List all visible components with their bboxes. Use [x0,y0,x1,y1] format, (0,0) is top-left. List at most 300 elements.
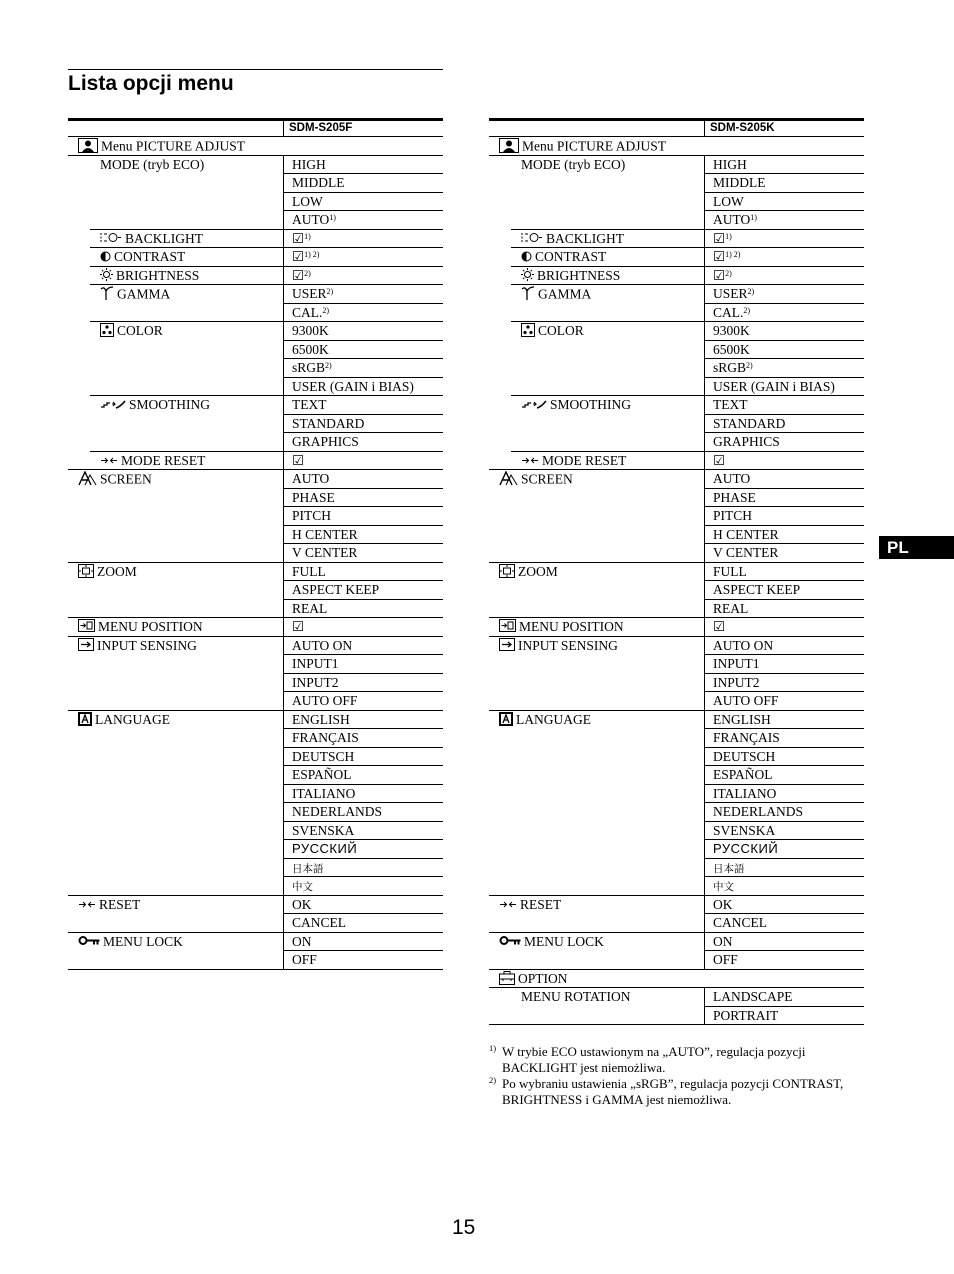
option-value [705,544,864,563]
option-value-text: OK [292,896,312,912]
menu-item-label [499,897,561,914]
option-value-text: 9300K [292,323,329,338]
menu-section-mode-tryb-eco [489,156,864,230]
option-values [283,322,443,396]
reset-icon [78,897,96,913]
option-value-text: USER (GAIN i BIAS) [713,378,835,394]
option-value [705,563,864,582]
option-value [284,526,443,545]
menu-item-label [499,712,591,730]
screen-icon [78,471,97,490]
option-value [284,267,443,286]
option-value [284,581,443,600]
menu-item-label [78,712,170,730]
option-value-text: USER [713,286,748,301]
menu-item-label [78,564,137,582]
option-value [705,692,864,711]
option-value-text: V CENTER [713,545,779,560]
menu-section-mode-reset [489,452,864,471]
footnote [489,1044,864,1076]
option-value-text: ☑ [713,249,726,264]
option-values [283,285,443,322]
menu-section-gamma [68,285,443,322]
option-value [705,655,864,674]
option-value-text: 6500K [713,341,750,357]
menu-section-brightness [489,267,864,286]
option-value [705,637,864,656]
menu-item-text: MENU POSITION [98,619,203,634]
option-value-text: TEXT [713,397,748,412]
option-value [284,933,443,952]
menu-item-label [100,249,185,266]
option-values [704,322,864,396]
option-values [704,396,864,452]
option-values [283,933,443,970]
menu-section-screen [489,470,864,563]
option-value [705,618,864,637]
footnote-number: 2) [489,1075,497,1085]
option-values [704,563,864,619]
option-value-text: HIGH [292,156,326,172]
footnotes [489,1044,864,1108]
option-value [705,211,864,230]
model-name: SDM-S205F [289,122,353,134]
menu-item-label [100,157,204,173]
option-value-text: PHASE [713,489,756,505]
menu-item-text: RESET [520,896,562,912]
menu-section-menu-lock [68,933,443,970]
option-value-text: TEXT [292,397,327,412]
menu-item-text: INPUT SENSING [518,637,618,653]
color-icon [521,323,535,341]
option-value [705,674,864,693]
model-name: SDM-S205K [710,122,775,134]
option-value-text: ENGLISH [292,711,350,727]
table-header [489,118,864,137]
option-value [705,174,864,193]
option-value [284,396,443,415]
option-value [284,711,443,730]
option-value [284,322,443,341]
option-value-text: ASPECT KEEP [292,582,380,597]
menu-item-text: LANGUAGE [516,711,591,727]
option-value-text: ☑ [292,619,305,634]
menu-section-contrast [68,248,443,267]
option-value [705,452,864,471]
option-values [704,711,864,896]
option-value-text: HIGH [713,156,747,172]
smoothing-icon [521,398,547,414]
menu-item-text: INPUT SENSING [97,637,197,653]
option-value-text: INPUT1 [713,656,760,671]
option-value [705,156,864,175]
option-value [705,378,864,397]
menu-section-menu-picture-adjust [68,137,443,156]
menu-item-text: Menu PICTURE ADJUST [522,138,667,154]
option-value [705,267,864,286]
menu-section-smoothing [489,396,864,452]
option-value [705,230,864,249]
option-value [284,914,443,933]
option-value [705,600,864,619]
option-value-text: LOW [713,193,744,209]
option-values [283,396,443,452]
option-value [284,285,443,304]
option-value-text: AUTO ON [713,637,774,653]
option-value [705,304,864,323]
option-values [283,452,443,471]
menu-section-menu-position [489,618,864,637]
option-value-text: MIDDLE [292,175,345,190]
option-value-text: NEDERLANDS [713,804,803,819]
menu-item-text: MENU LOCK [524,933,604,949]
menu-section-mode-tryb-eco [68,156,443,230]
menu-lock-icon [78,934,100,950]
menu-item-text: CONTRAST [114,249,186,264]
option-value-text: РУССКИЙ [713,841,779,856]
footnote-ref: 1) 2) [725,250,741,259]
option-value-text: STANDARD [713,415,786,431]
option-value-text: ESPAÑOL [713,767,773,782]
menu-item-text: CONTRAST [535,249,607,264]
menu-section-menu-rotation [489,988,864,1025]
menu-item-label [499,138,666,157]
option-value [284,822,443,841]
option-value [284,359,443,378]
menu-section-brightness [68,267,443,286]
menu-section-menu-lock [489,933,864,970]
option-value-text: OFF [713,952,738,967]
option-value [705,507,864,526]
option-value [284,544,443,563]
menu-section-backlight [489,230,864,249]
menu-item-text: MODE RESET [121,452,206,468]
option-value [705,896,864,915]
menu-item-text: MODE RESET [542,452,627,468]
menu-item-label [100,231,203,248]
footnote-ref: 2) [747,287,755,296]
option-value-text: USER (GAIN i BIAS) [292,378,414,394]
menu-section-reset [489,896,864,933]
option-values [704,637,864,711]
menu-position-icon [499,619,516,636]
option-value [705,193,864,212]
option-values [283,896,443,933]
option-value-text: ☑ [292,452,305,468]
option-value-text: REAL [713,600,749,616]
option-value-text: LOW [292,193,323,209]
contrast-icon [100,250,111,266]
footnote-text: W trybie ECO ustawionym na „AUTO”, regulacja pozycji BACKLIGHT jest niemożliwa. [502,1044,806,1075]
menu-item-label [78,897,140,914]
menu-item-label [100,268,199,285]
gamma-icon [100,286,114,305]
option-value [284,803,443,822]
menu-table-left [68,118,443,970]
option-value [284,655,443,674]
option-value [284,174,443,193]
option-value-text: INPUT2 [292,674,339,690]
option-value-text: 中文 [292,881,313,893]
menu-position-icon [78,619,95,636]
option-values [283,563,443,619]
option-value [705,803,864,822]
footnote-ref: 1) [329,213,336,222]
option-value-text: CANCEL [713,915,767,930]
picture-adjust-icon [499,138,519,157]
option-values [704,988,864,1025]
option-value-text: 日本語 [292,862,324,875]
option-value-text: MIDDLE [713,175,766,190]
option-value-text: USER [292,286,327,301]
menu-section-zoom [68,563,443,619]
option-values [704,267,864,286]
menu-item-label [499,971,568,989]
menu-item-text: MENU POSITION [519,619,624,634]
option-value-text: ☑ [713,452,726,468]
menu-item-label [100,323,163,341]
backlight-icon [521,231,543,248]
menu-item-text: MODE (tryb ECO) [521,156,626,172]
option-value [284,840,443,859]
option-value-text: AUTO [713,471,751,486]
option-value-text: LANDSCAPE [713,989,793,1004]
option-value [284,692,443,711]
option-value-text: PHASE [292,489,335,505]
option-value-text: AUTO ON [292,637,353,653]
menu-section-reset [68,896,443,933]
option-values [704,470,864,563]
menu-section-backlight [68,230,443,249]
option-value-text: AUTO [713,212,751,227]
footnote-ref: 1) [750,213,757,222]
option-values [704,896,864,933]
option-value-text: ☑ [713,230,726,246]
language-icon [78,712,92,730]
footnote-ref: 2) [304,268,311,278]
option-value-text: DEUTSCH [292,748,355,764]
option-value-text: REAL [292,600,328,616]
smoothing-icon [100,398,126,414]
option-values [283,618,443,637]
option-value [705,322,864,341]
menu-item-label [78,138,245,157]
option-value [284,156,443,175]
option-value-text: SVENSKA [292,822,355,838]
table-body [68,137,443,970]
option-value-text: ☑ [292,249,305,264]
footnote-ref: 2) [322,305,330,315]
option-values [283,267,443,286]
option-value [284,859,443,878]
mode-reset-icon [100,453,118,469]
option-value [284,433,443,452]
menu-item-text: MENU ROTATION [521,989,631,1004]
zoom-icon [499,564,515,582]
footnote-ref: 2) [725,268,732,278]
option-value-text: ☑ [713,267,726,283]
option-value-text: 中文 [713,881,734,893]
menu-item-text: SCREEN [100,471,152,487]
option-value-text: sRGB [713,360,747,375]
menu-section-language [68,711,443,896]
option-value [284,211,443,230]
footnote [489,1076,864,1108]
option-value-text: FULL [292,563,326,579]
option-value [705,914,864,933]
option-value-text: РУССКИЙ [292,841,358,856]
option-value [284,729,443,748]
menu-section-language [489,711,864,896]
option-value [284,507,443,526]
menu-item-text: BRIGHTNESS [537,267,621,283]
option-value [705,822,864,841]
option-value-text: 日本語 [713,862,745,875]
menu-item-text: RESET [99,896,141,912]
option-value-text: PITCH [292,508,332,523]
input-sensing-icon [499,638,515,655]
option-value [284,766,443,785]
option-value-text: AUTO [292,212,330,227]
menu-item-label [100,397,210,414]
option-value [284,230,443,249]
option-value [705,1007,864,1026]
table-header [68,118,443,137]
option-value-text: ☑ [713,619,726,634]
option-value [705,581,864,600]
option-value [705,489,864,508]
option-value-text: ITALIANO [713,785,777,801]
option-value [284,618,443,637]
option-value-text: CAL. [713,304,744,320]
menu-item-label [521,249,606,266]
option-value-text: ON [713,933,733,949]
menu-section-screen [68,470,443,563]
menu-item-text: ZOOM [518,563,558,579]
option-value-text: GRAPHICS [292,434,359,449]
reset-icon [499,897,517,913]
option-value [284,304,443,323]
zoom-icon [78,564,94,582]
color-icon [100,323,114,341]
menu-item-text: BRIGHTNESS [116,267,200,283]
menu-section-gamma [489,285,864,322]
option-value-text: 9300K [713,323,750,338]
menu-section-color [489,322,864,396]
menu-item-text: OPTION [518,970,568,986]
menu-item-label [499,638,618,655]
option-value-text: OK [713,896,733,912]
menu-section-color [68,322,443,396]
gamma-icon [521,286,535,305]
option-value-text: NEDERLANDS [292,804,382,819]
option-value-text: H CENTER [292,526,358,542]
option-value [705,785,864,804]
option-value [284,785,443,804]
menu-item-text: BACKLIGHT [546,230,624,246]
menu-item-label [78,619,203,636]
page-title: Lista opcji menu [68,72,234,95]
menu-item-label [521,453,626,470]
option-value [705,526,864,545]
option-values [704,248,864,267]
option-value-text: DEUTSCH [713,748,776,764]
backlight-icon [100,231,122,248]
footnote-text: Po wybraniu ustawienia „sRGB”, regulacja pozycji CONTRAST, BRIGHTNESS i GAMMA jest niemożliwa. [502,1076,844,1107]
footnote-number: 1) [489,1043,497,1053]
mode-reset-icon [521,453,539,469]
option-values [283,711,443,896]
option-values [704,285,864,322]
menu-item-label [499,934,604,951]
menu-item-label [499,471,573,490]
footnote-ref: 1) [725,231,732,241]
option-values [283,156,443,230]
option-value [705,877,864,896]
menu-section-menu-picture-adjust [489,137,864,156]
option-value-text: FULL [713,563,747,579]
option-value-text: FRANÇAIS [713,730,780,745]
option-value-text: STANDARD [292,415,365,431]
menu-item-label [78,471,152,490]
footnote-ref: 1) 2) [304,250,320,259]
option-value [705,433,864,452]
option-value [705,859,864,878]
screen-icon [499,471,518,490]
option-value-text: AUTO OFF [713,693,779,708]
option-value-text: H CENTER [713,526,779,542]
menu-item-label [521,323,584,341]
menu-item-label [521,268,620,285]
option-value [705,951,864,970]
menu-item-label [521,157,625,173]
menu-item-label [521,989,631,1005]
menu-section-smoothing [68,396,443,452]
menu-item-text: LANGUAGE [95,711,170,727]
option-value-text: OFF [292,952,317,967]
option-value [705,415,864,434]
menu-item-text: COLOR [117,323,163,339]
table-body [489,137,864,1025]
option-value-text: SVENSKA [713,822,776,838]
option-value [284,637,443,656]
option-value-text: PITCH [713,508,753,523]
option-value-text: ☑ [292,267,305,283]
option-value [705,359,864,378]
option-value [284,470,443,489]
option-value [284,489,443,508]
option-values [704,933,864,970]
option-values [704,156,864,230]
footnote-ref: 2) [326,287,334,296]
menu-item-text: MODE (tryb ECO) [100,156,205,172]
option-value [284,896,443,915]
option-value [705,470,864,489]
menu-item-text: ZOOM [97,563,137,579]
menu-item-text: SMOOTHING [129,397,210,412]
option-value-text: CANCEL [292,915,346,930]
option-value-text: CAL. [292,304,323,320]
option-value-text: ASPECT KEEP [713,582,801,597]
option-values [704,230,864,249]
menu-item-label [521,397,631,414]
option-value-text: INPUT1 [292,656,339,671]
option-value [705,933,864,952]
option-value [705,748,864,767]
option-value [705,711,864,730]
option-value [284,452,443,471]
option-value-text: ESPAÑOL [292,767,352,782]
